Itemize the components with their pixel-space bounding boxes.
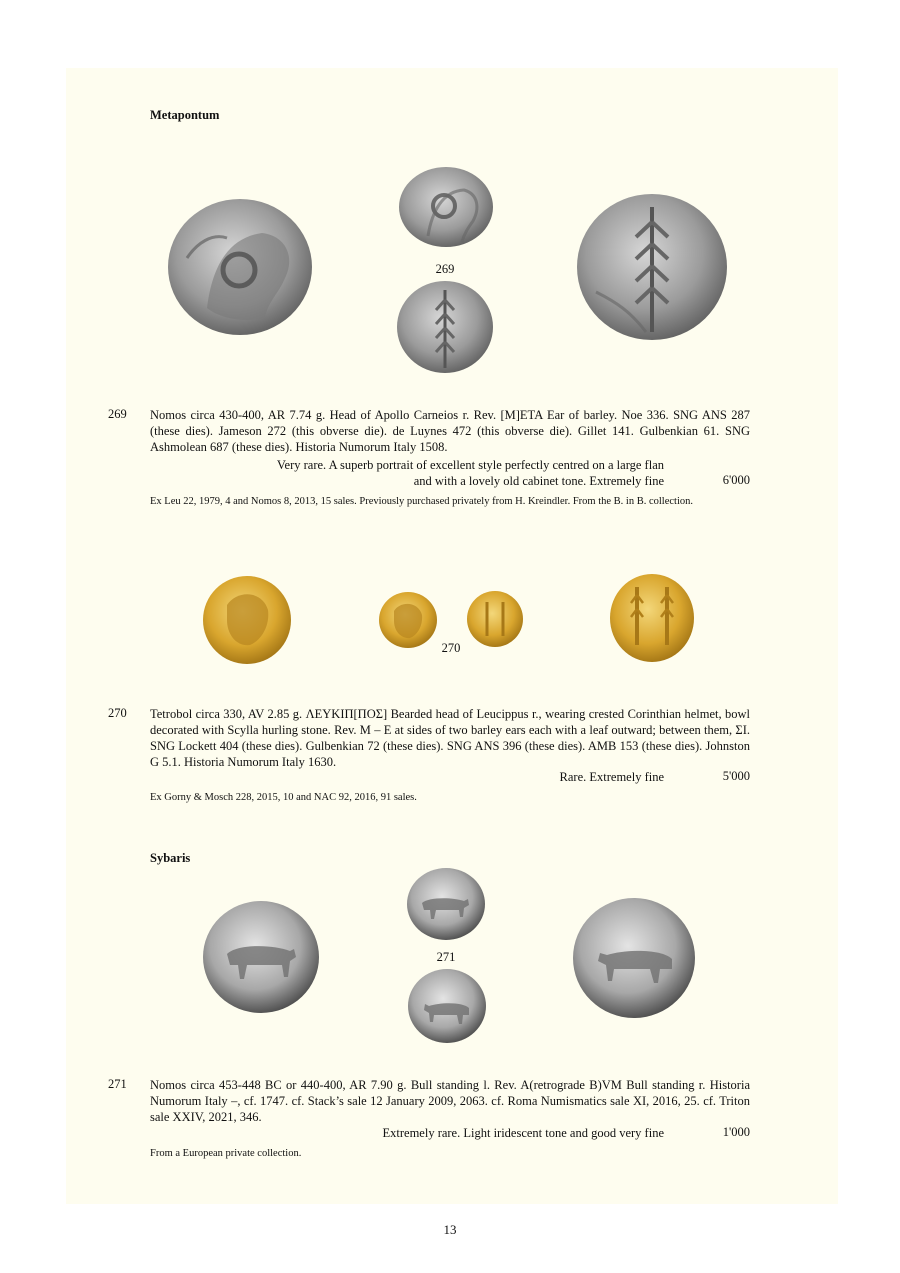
lot-provenance-269: Ex Leu 22, 1979, 4 and Nomos 8, 2013, 15 sales. Previously purchased privately from H. Kreindler. From the B. in B. collection. xyxy=(150,496,693,507)
lot-grade-269-line1: Very rare. A superb portrait of excellent style perfectly centred on a large flan xyxy=(276,458,664,472)
section-title-sybaris: Sybaris xyxy=(150,851,191,865)
section-title-metapontum: Metapontum xyxy=(150,108,220,122)
lot-description-270: Tetrobol circa 330, AV 2.85 g. ΛΕΥΚΙΠ[ΠΟΣ] Bearded head of Leucippus r., wearing crested Corinthian helmet, bowl decorated with Scylla hurling stone. Rev. M – E at sides of two barley ears each with a leaf outward; between them, ΣI. SNG Lockett 404 (these dies). Gulbenkian 72 (these dies). SNG ANS 396 (these dies). AMB 153 (these dies). Johnston G 5.1. Historia Numorum Italy 1630. xyxy=(150,707,750,769)
lot-provenance-271: From a European private collection. xyxy=(150,1148,302,1159)
coin-271-obverse xyxy=(406,867,486,941)
coin-270-reverse xyxy=(466,590,524,648)
plate-label-270: 270 xyxy=(441,641,461,655)
coin-269-obverse-enlarged xyxy=(167,198,313,336)
lot-description-269: Nomos circa 430-400, AR 7.74 g. Head of Apollo Carneios r. Rev. [M]ETA Ear of barley. Noe 336. SNG ANS 287 (these dies). Jameson 272 (this obverse die). de Luynes 472 (this obverse die). Gillet 141. Gulbenkian 61. SNG Ashmolean 687 (these dies). Historia Numorum Italy 1508. xyxy=(150,408,750,454)
coin-269-reverse-enlarged xyxy=(576,192,728,342)
lot-number-271: 271 xyxy=(108,1077,127,1091)
lot-number-270: 270 xyxy=(108,706,127,720)
lot-grade-271: Extremely rare. Light iridescent tone and good very fine xyxy=(382,1126,664,1140)
lot-price-271: 1'000 xyxy=(722,1125,750,1139)
coin-270-obverse xyxy=(378,591,438,649)
coin-270-obverse-enlarged xyxy=(202,575,292,665)
lot-description-271: Nomos circa 453-448 BC or 440-400, AR 7.90 g. Bull standing l. Rev. A(retrograde B)VM Bull standing r. Historia Numorum Italy –, cf. 1747. cf. Stack’s sale 12 January 2009, 2063. cf. Roma Numismatics sale XI, 2016, 25. cf. Triton sale XXIV, 2021, 346. xyxy=(150,1078,750,1124)
plate-label-269: 269 xyxy=(435,262,455,276)
coin-269-reverse xyxy=(396,280,494,375)
coin-270-reverse-enlarged xyxy=(609,573,695,663)
coin-271-obverse-enlarged xyxy=(202,899,320,1015)
coin-271-reverse-enlarged xyxy=(572,897,696,1019)
coin-271-reverse xyxy=(407,968,487,1045)
lot-grade-269-line2: and with a lovely old cabinet tone. Extremely fine xyxy=(413,474,664,488)
lot-number-269: 269 xyxy=(108,407,127,421)
lot-price-270: 5'000 xyxy=(722,769,750,783)
coin-269-obverse xyxy=(398,166,494,248)
lot-price-269: 6'000 xyxy=(722,473,750,487)
lot-provenance-270: Ex Gorny & Mosch 228, 2015, 10 and NAC 92, 2016, 91 sales. xyxy=(150,792,417,803)
lot-grade-270: Rare. Extremely fine xyxy=(559,770,664,784)
page-number: 13 xyxy=(443,1222,457,1237)
plate-label-271: 271 xyxy=(436,950,456,964)
